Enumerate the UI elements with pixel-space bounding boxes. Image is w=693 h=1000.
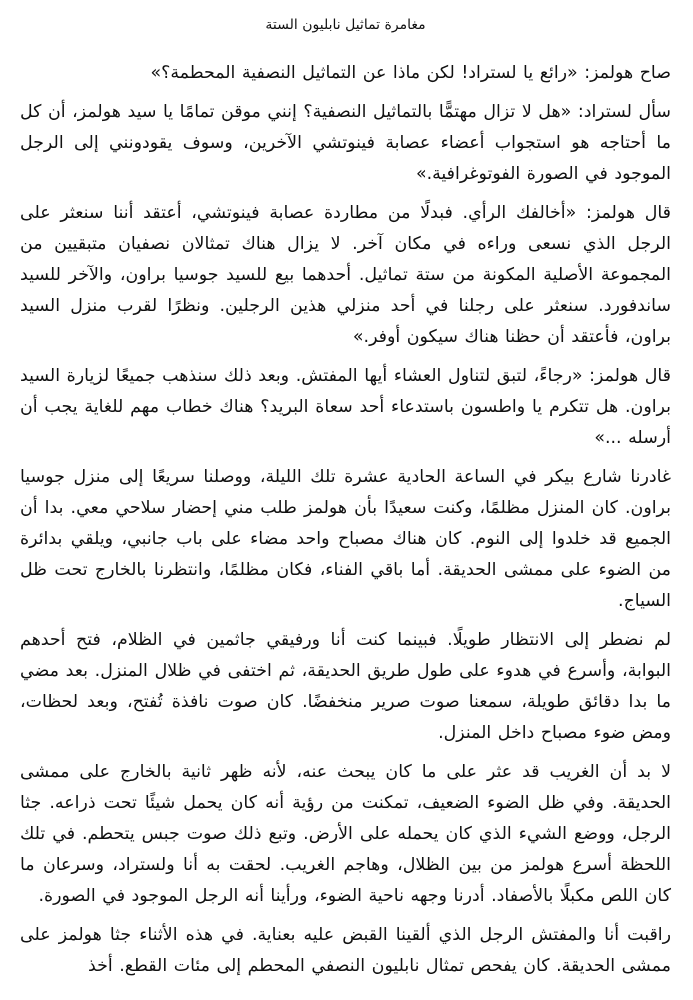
paragraph-1: صاح هولمز: «رائع يا لستراد! لكن ماذا عن التماثيل النصفية المحطمة؟» bbox=[150, 63, 671, 83]
paragraph-8: راقبت أنا والمفتش الرجل الذي ألقينا القبض عليه بعناية. في هذه الأثناء جثا هولمز على ممشى الحديقة. كان يفحص تمثال نابليون النصفي المحطم إلى مئات القطع. أخذ bbox=[20, 925, 671, 976]
paragraph-6: لم نضطر إلى الانتظار طويلًا. فبينما كنت أنا ورفيقي جاثمين في الظلام، فتح أحدهم البوابة، وأسرع في هدوء على طول طريق الحديقة، ثم اختفى في ظلال المنزل. بعد مضي ما بدا دقائق طويلة، سمعنا صوت صرير منخفضًا. كان صوت نافذة تُفتح، وبعد لحظات، ومض ضوء مصباح داخل المنزل. bbox=[20, 630, 671, 743]
paragraph-5: غادرنا شارع بيكر في الساعة الحادية عشرة تلك الليلة، ووصلنا سريعًا إلى منزل جوسيا براون. كان المنزل مظلمًا، وكنت سعيدًا بأن هولمز طلب مني إحضار سلاحي معي. بدا أن الجميع قد خلدوا إلى النوم. كان هناك مصباح واحد مضاء على باب جانبي، ويلقي بدائرة من الضوء على ممشى الحديقة. أما باقي الفناء، فكان مظلمًا، وانتظرنا بالخارج تحت ظل السياج. bbox=[20, 467, 671, 611]
paragraph-3: قال هولمز: «أخالفك الرأي. فبدلًا من مطاردة عصابة فينوتشي، أعتقد أننا سنعثر على الرجل الذي نسعى وراءه في مكان آخر. لا يزال هناك تمثالان نصفيان متبقيين من المجموعة الأصلية المكونة من ستة تماثيل. أحدهما بيع للسيد جوسيا براون، والآخر للسيد ساندفورد. سنعثر على رجلنا في أحد منزلي هذين الرجلين. ونظرًا لقرب منزل السيد براون، فأعتقد أن حظنا هناك سيكون أوفر.» bbox=[20, 203, 671, 347]
paragraph-2: سأل لستراد: «هل لا تزال مهتمًّا بالتماثيل النصفية؟ إنني موقن تمامًا يا سيد هولمز، أن كل ما أحتاجه هو استجواب أعضاء عصابة فينوتشي الآخرين، وسوف يقودونني إلى الرجل الموجود في الصورة الفوتوغرافية.» bbox=[20, 102, 671, 184]
paragraph-7: لا بد أن الغريب قد عثر على ما كان يبحث عنه، لأنه ظهر ثانية بالخارج على ممشى الحديقة. وفي ظل الضوء الضعيف، تمكنت من رؤية أنه كان يحمل شيئًا تحت ذراعه. جثا الرجل، ووضع الشيء الذي كان يحمله على الأرض. وتبع ذلك صوت جبس يتحطم. في تلك اللحظة أسرع هولمز من بين الظلال، وهاجم الغريب. لحقت به أنا ولستراد، وسرعان ما كان اللص مكبلًا بالأصفاد. أدرنا وجهه ناحية الضوء، ورأينا أنه الرجل الموجود في الصورة. bbox=[20, 762, 671, 906]
running-header-title: مغامرة تماثيل نابليون الستة bbox=[265, 17, 426, 33]
paragraph-4: قال هولمز: «رجاءً، لتبق لتناول العشاء أيها المفتش. وبعد ذلك سنذهب جميعًا لزيارة السيد براون. هل تتكرم يا واطسون باستدعاء أحد سعاة البريد؟ هناك خطاب مهم للغاية يجب أن أرسله ...» bbox=[20, 366, 671, 448]
